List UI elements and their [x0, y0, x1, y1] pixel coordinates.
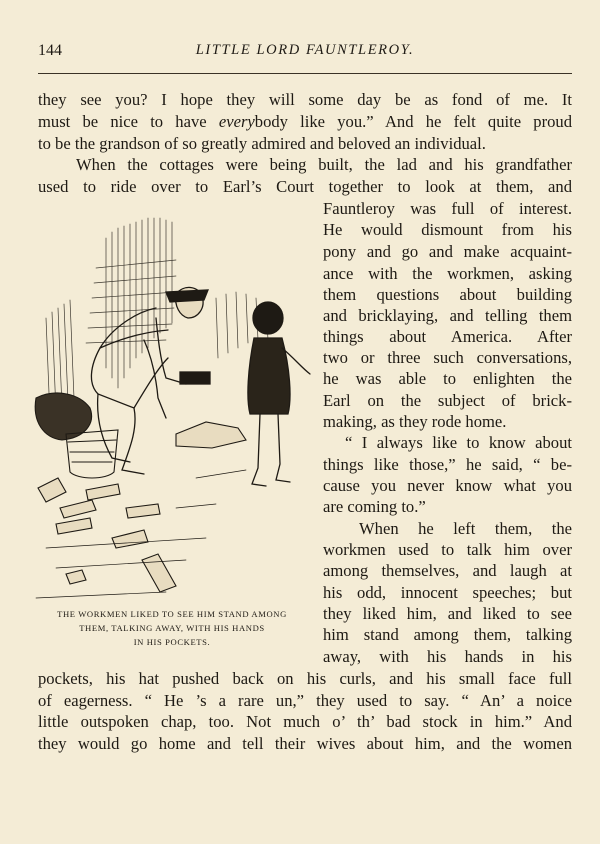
column2-line-4: are coming to.”: [323, 497, 426, 516]
text-line-5: used to ride over to Earl’s Court together to look at them, and: [38, 177, 572, 196]
column3-line-3: among themselves, and laugh at: [323, 561, 572, 580]
column3-line-1: When he left them, the: [359, 519, 572, 538]
column-line-4: ance with the workmen, asking: [323, 264, 572, 283]
text-line-1: they see you? I hope they will some day be as fond of me. It: [38, 90, 572, 109]
column-line-8: two or three such conversations,: [323, 348, 572, 367]
column-line-10: Earl on the subject of brick-: [323, 391, 572, 410]
column-line-7: things about America. After: [323, 327, 572, 346]
caption-line-1: THE WORKMEN LIKED TO SEE HIM STAND AMONG: [57, 609, 287, 619]
column-line-2: He would dismount from his: [323, 220, 572, 239]
header-rule: [38, 73, 572, 74]
column2-line-1: “ I always like to know about: [345, 433, 572, 452]
column3-line-7: away, with his hands in his: [323, 647, 572, 666]
column-line-1: Fauntleroy was full of interest.: [323, 199, 572, 218]
column-line-9: he was able to enlighten the: [323, 369, 572, 388]
workmen-illustration: [26, 208, 316, 600]
page-number: 144: [38, 42, 62, 59]
text-line-final-1: pockets, his hat pushed back on his curls, and his small face full: [38, 669, 572, 688]
text-line-4: When the cottages were being built, the lad and his grandfather: [76, 155, 572, 174]
column-line-3: pony and go and make acquaint-: [323, 242, 572, 261]
column3-line-5: they liked him, and liked to see: [323, 604, 572, 623]
text-line-2: must be nice to have everybody like you.” And he felt quite proud: [38, 112, 573, 131]
page-header: [38, 40, 572, 64]
running-title: LITTLE LORD FAUNTLEROY.: [195, 42, 415, 58]
column-line-5: them questions about building: [323, 285, 572, 304]
text-line-final-2: of eagerness. “ He ’s a rare un,” they used to say. “ An’ a noice: [38, 691, 572, 710]
column3-line-6: him stand among them, talking: [323, 625, 572, 644]
column3-line-2: workmen used to talk him over: [323, 540, 572, 559]
text-line-final-4: they would go home and tell their wives about him, and the women: [38, 734, 572, 753]
column2-line-2: things like those,” he said, “ be-: [323, 455, 572, 474]
column-line-11: making, as they rode home.: [323, 412, 507, 431]
text-line-3: to be the grandson of so greatly admired and beloved an individual.: [38, 134, 486, 153]
column2-line-3: cause you never know what you: [323, 476, 572, 495]
emphasis-every: every: [218, 112, 255, 131]
caption-line-3: IN HIS POCKETS.: [133, 637, 211, 647]
column3-line-4: his odd, innocent speeches; but: [323, 583, 572, 602]
caption-line-2: THEM, TALKING AWAY, WITH HIS HANDS: [79, 623, 265, 633]
column-line-6: and bricklaying, and telling them: [323, 306, 572, 325]
text-line-final-3: little outspoken chap, too. Not much o’ th’ bad stock in him.” And: [38, 712, 572, 731]
